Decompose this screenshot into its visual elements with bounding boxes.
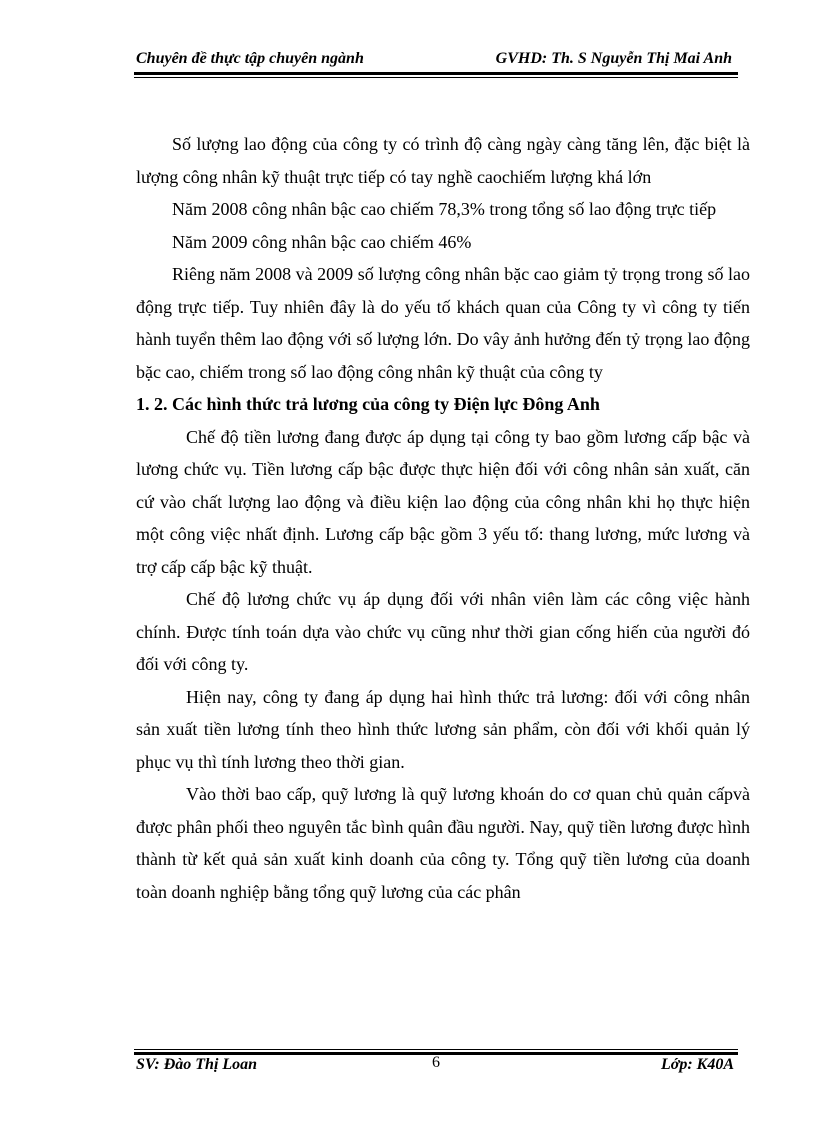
header-course-title: Chuyên đề thực tập chuyên ngành: [136, 50, 364, 67]
paragraph-2008-stat: Năm 2008 công nhân bậc cao chiếm 78,3% trong tổng số lao động trực tiếp: [172, 199, 717, 219]
footer-class: Lớp: K40A: [660, 1056, 734, 1073]
header-supervisor: GVHD: Th. S Nguyễn Thị Mai Anh: [495, 50, 732, 67]
paragraph-salary-system: Chế độ tiền lương đang được áp dụng tại công ty bao gồm lương cấp bậc và lương chức vụ. Tiền lương cấp bậc được thực hiện đối với công nhân sản xuất, căn cứ vào chất lượng lao động và điều kiện lao động của công nhân khi họ thực hiện một công việc nhất định. Lương cấp bậc gồm 3 yếu tố: thang lương, mức lương và trợ cấp cấp bậc kỹ thuật.: [136, 426, 750, 577]
page-number: 6: [432, 1054, 440, 1071]
paragraph-salary-fund: Vào thời bao cấp, quỹ lương là quỹ lương khoán do cơ quan chủ quản cấpvà được phân phối theo nguyên tắc bình quân đầu người. Nay, quỹ tiền lương được hình thành từ kết quả sản xuất kinh doanh của công ty. Tổng quỹ tiền lương của doanh toàn doanh nghiệp bằng tổng quỹ lương của các phân: [136, 784, 750, 902]
footer-student-name: SV: Đào Thị Loan: [136, 1056, 258, 1073]
paragraph-labor-quality: Số lượng lao động của công ty có trình độ càng ngày càng tăng lên, đặc biệt là lượng công nhân kỹ thuật trực tiếp có tay nghề caochiếm lượng khá lớn: [136, 134, 750, 187]
header-rule-thick: [134, 72, 738, 75]
paragraph-payment-forms: Hiện nay, công ty đang áp dụng hai hình thức trả lương: đối với công nhân sản xuất tiền lương tính theo hình thức lương sản phẩm, còn đối với khối quản lý phục vụ thì tính lương theo thời gian.: [136, 686, 750, 772]
page-header: [134, 48, 734, 70]
page-footer: [134, 1054, 738, 1078]
paragraph-position-salary: Chế độ lương chức vụ áp dụng đối với nhân viên làm các công việc hành chính. Được tính toán dựa vào chức vụ cũng như thời gian cống hiến của người đó đối với công ty.: [136, 589, 750, 674]
section-heading: 1. 2. Các hình thức trả lương của công ty Điện lực Đông Anh: [136, 394, 600, 414]
body-text: [136, 128, 750, 908]
header-rule-thin: [134, 77, 738, 78]
footer-rule-thin: [134, 1049, 738, 1050]
paragraph-2009-stat: Năm 2009 công nhân bậc cao chiếm 46%: [172, 231, 472, 252]
paragraph-proportion-note: Riêng năm 2008 và 2009 số lượng công nhân bặc cao giảm tỷ trọng trong số lao động trực tiếp. Tuy nhiên đây là do yếu tố khách quan của Công ty vì công ty tiến hành tuyển thêm lao động với số lượng lớn. Do vây ảnh hưởng đến tỷ trọng lao động bặc cao, chiếm trong số lao động công nhân kỹ thuật của công ty: [136, 264, 750, 382]
